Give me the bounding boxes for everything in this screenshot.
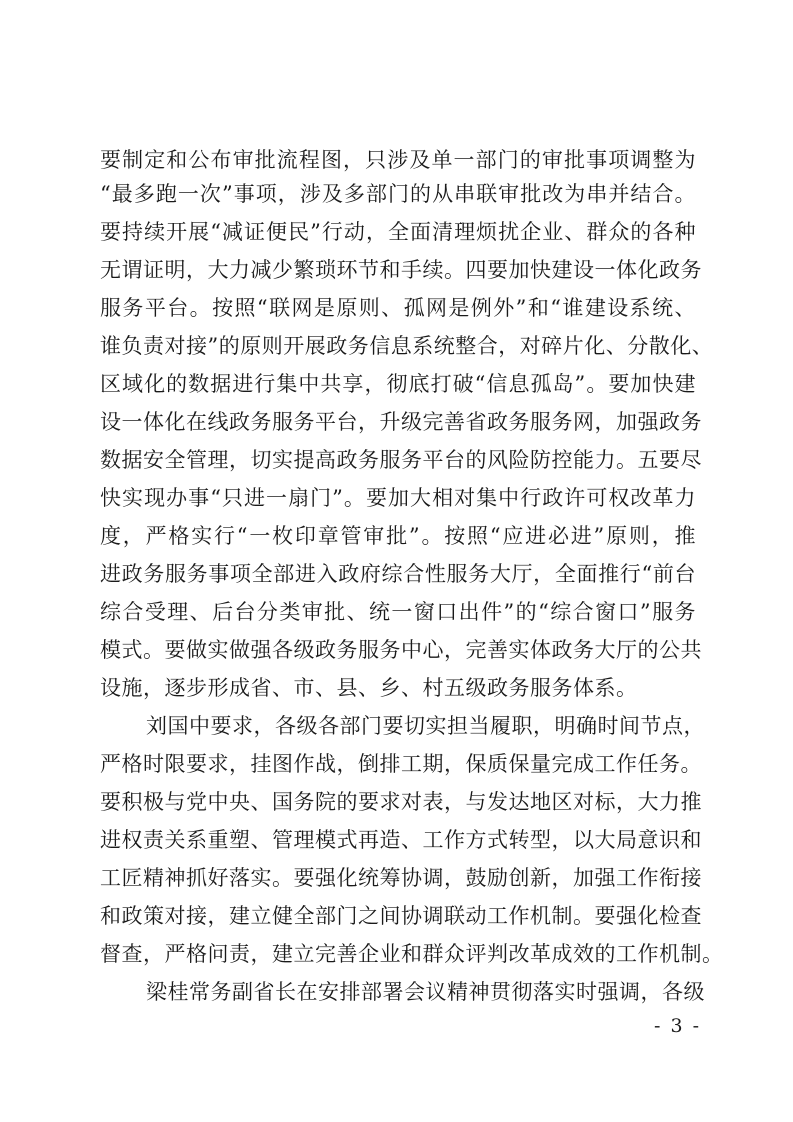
text-line: 模式。要做实做强各级政务服务中心，完善实体政务大厅的公共 bbox=[100, 638, 702, 662]
text-line: 要制定和公布审批流程图，只涉及单一部门的审批事项调整为 bbox=[100, 148, 696, 172]
text-line: 快实现办事“只进一扇门”。要加大相对集中行政许可权改革力 bbox=[100, 486, 696, 510]
text-line: 度，严格实行“一枚印章管审批”。按照“应进必进”原则，推 bbox=[100, 524, 696, 548]
text-line: 工匠精神抓好落实。要强化统筹协调，鼓励创新，加强工作衔接 bbox=[100, 866, 702, 890]
text-line: 严格时限要求，挂图作战，倒排工期，保质保量完成工作任务。 bbox=[100, 752, 702, 776]
text-line: 无谓证明，大力减少繁琐环节和手续。四要加快建设一体化政务 bbox=[100, 258, 702, 282]
text-line: 数据安全管理，切实提高政务服务平台的风险防控能力。五要尽 bbox=[100, 448, 702, 472]
text-line: 谁负责对接”的原则开展政务信息系统整合，对碎片化、分散化、 bbox=[100, 334, 714, 358]
text-line: 要持续开展“减证便民”行动，全面清理烦扰企业、群众的各种 bbox=[100, 220, 696, 244]
text-line: “最多跑一次”事项，涉及多部门的从串联审批改为串并结合。 bbox=[100, 182, 696, 206]
paragraph-first-line: 梁桂常务副省长在安排部署会议精神贯彻落实时强调，各级 bbox=[146, 980, 705, 1004]
text-line: 进政务服务事项全部进入政府综合性服务大厅，全面推行“前台 bbox=[100, 562, 696, 586]
text-line: 进权责关系重塑、管理模式再造、工作方式转型，以大局意识和 bbox=[100, 828, 702, 852]
page-number: - 3 - bbox=[653, 1015, 701, 1037]
text-line: 服务平台。按照“联网是原则、孤网是例外”和“谁建设系统、 bbox=[100, 296, 696, 320]
text-line: 设施，逐步形成省、市、县、乡、村五级政务服务体系。 bbox=[100, 676, 638, 700]
text-line: 督查，严格问责，建立完善企业和群众评判改革成效的工作机制。 bbox=[100, 942, 724, 966]
paragraph-first-line: 刘国中要求，各级各部门要切实担当履职，明确时间节点， bbox=[146, 714, 705, 738]
text-line: 区域化的数据进行集中共享，彻底打破“信息孤岛”。要加快建 bbox=[100, 372, 696, 396]
text-line: 综合受理、后台分类审批、统一窗口出件”的“综合窗口”服务 bbox=[100, 600, 696, 624]
text-line: 要积极与党中央、国务院的要求对表，与发达地区对标，大力推 bbox=[100, 790, 702, 814]
text-line: 设一体化在线政务服务平台，升级完善省政务服务网，加强政务 bbox=[100, 410, 702, 434]
text-line: 和政策对接，建立健全部门之间协调联动工作机制。要强化检查 bbox=[100, 904, 702, 928]
